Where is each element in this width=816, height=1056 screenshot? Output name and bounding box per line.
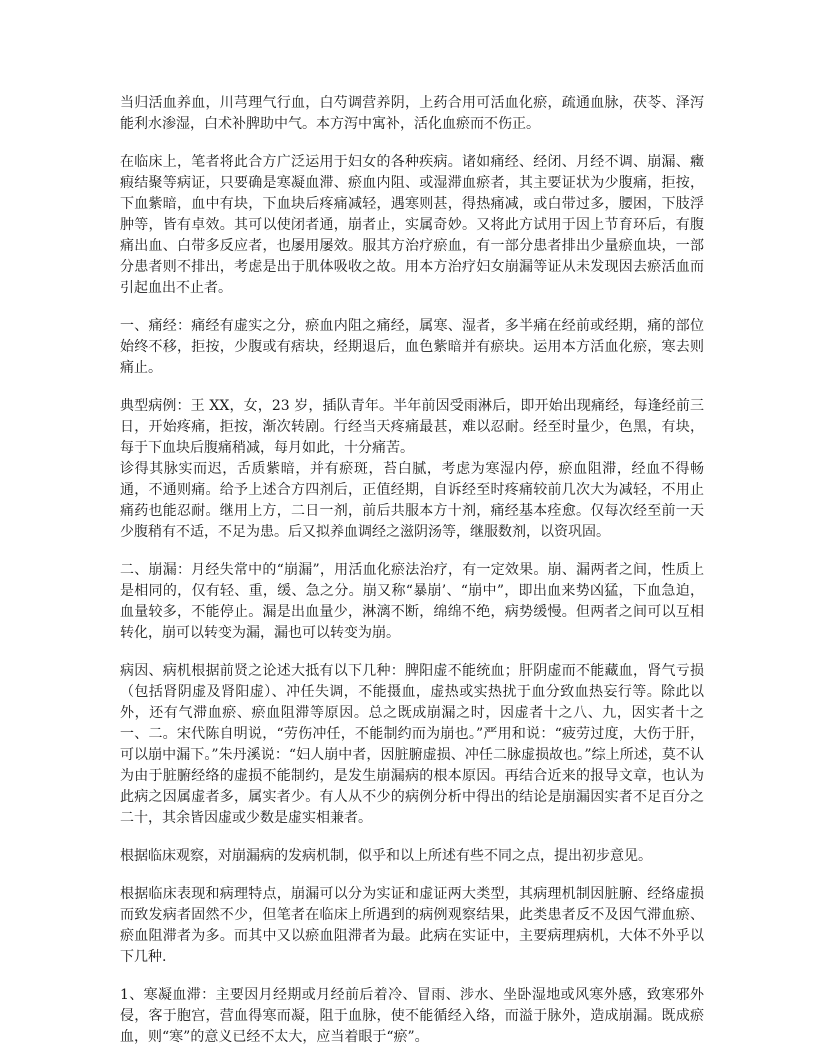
paragraph-dysmenorrhea-heading: 一、痛经：痛经有虚实之分，瘀血内阻之痛经，属寒、湿者，多半痛在经前或经期，痛的部位始终不移，拒按，少腹或有痞块，经期退后，血色紫暗并有瘀块。运用本方活血化瘀，寒去则痛止。 bbox=[120, 318, 704, 376]
paragraph-herb-functions: 当归活血养血，川芎理气行血，白芍调营养阴，上药合用可活血化瘀，疏通血脉，茯苓、泽泻能利水渗湿，白术补脾助中气。本方泻中寓补，活化血瘀而不伤正。 bbox=[120, 95, 704, 132]
paragraph-typical-case: 典型病例：王 XX，女，23 岁，插队青年。半年前因受雨淋后，即开始出现痛经，每逢经前三日，开始疼痛，拒按，渐次转剧。行经当天疼痛最甚，难以忍耐。经至时量少，色黑，有块，每于下血块后腹痛稍减，每月如此，十分痛苦。 bbox=[120, 398, 704, 456]
paragraph-pathology: 根据临床表现和病理特点，崩漏可以分为实证和虚证两大类型，其病理机制因脏腑、经络虚损而致发病者固然不少，但笔者在临床上所遇到的病例观察结果，此类患者反不及因气滞血瘀、瘀血阻滞者为多。而其中又以瘀血阻滞者为最。此病在实证中，主要病理病机，大体不外乎以下几种. bbox=[120, 886, 704, 965]
paragraph-cold-stagnation: 1、寒凝血滞：主要因月经期或月经前后着冷、冒雨、涉水、坐卧湿地或风寒外感，致寒邪外侵，客于胞宫，营血得寒而凝，阻于血脉，使不能循经入络，而溢于脉外，造成崩漏。既成瘀血，则“寒”的意义已经不太大，应当着眼于“瘀”。 bbox=[120, 987, 704, 1045]
paragraph-etiology: 病因、病机根据前贤之论述大抵有以下几种：脾阳虚不能统血；肝阴虚而不能藏血，肾气亏损（包括肾阴虚及肾阳虚）、冲任失调，不能摄血，虚热或实热扰于血分致血热妄行等。除此以外，还有气滞血瘀、瘀血阻滞等原因。总之既成崩漏之时，因虚者十之八、九，因实者十之一、二。宋代陈自明说，“劳伤冲任，不能制约而为崩也。”严用和说：“疲劳过度，大伤于肝，可以崩中漏下。”朱丹溪说：“妇人崩中者，因脏腑虚损、冲任二脉虚损故也。”综上所述，莫不认为由于脏腑经络的虚损不能制约，是发生崩漏病的根本原因。再结合近来的报导文章，也认为此病之因属虚者多，属实者少。有人从不少的病例分析中得出的结论是崩漏因实者不足百分之二十，其余皆因虚或少数是虚实相兼者。 bbox=[120, 663, 704, 826]
paragraph-case-diagnosis: 诊得其脉实而迟，舌质紫暗，并有瘀斑，苔白腻，考虑为寒湿内停，瘀血阻滞，经血不得畅通，不通则痛。给予上述合方四剂后，正值经期，自诉经至时疼痛较前几次大为减轻，不用止痛药也能忍耐。继用上方，二日一剂，前后共服本方十剂，痛经基本痊愈。仅每次经至前一天少腹稍有不适，不足为患。后又拟养血调经之滋阴汤等，继服数剂，以资巩固。 bbox=[120, 461, 704, 540]
paragraph-metrorrhagia-heading: 二、崩漏：月经失常中的“崩漏”，用活血化瘀法治疗，有一定效果。崩、漏两者之间，性质上是相同的，仅有轻、重，缓、急之分。崩又称“暴崩’、“崩中”，即出血来势凶猛，下血急迫，血量较多，不能停止。漏是出血量少，淋漓不断，绵绵不绝，病势缓慢。但两者之间可以互相转化，崩可以转变为漏，漏也可以转变为崩。 bbox=[120, 562, 704, 641]
paragraph-clinical-application: 在临床上，笔者将此合方广泛运用于妇女的各种疾病。诸如痛经、经闭、月经不调、崩漏、癥瘕结聚等病证，只要确是寒凝血滞、瘀血内阻、或湿滞血瘀者，其主要证状为少腹痛，拒按，下血紫暗，血中有块，下血块后疼痛减轻，遇寒则甚，得热痛减，或白带过多，腰困，下肢浮肿等，皆有卓效。其可以使闭者通，崩者止，实属奇妙。又将此方试用于因上节育环后，有腹痛出血、白带多反应者，也屡用屡效。服其方治疗瘀血，有一部分患者排出少量瘀血块，一部分患者则不排出，考虑是出于肌体吸收之故。用本方治疗妇女崩漏等证从未发现因去瘀活血而引起血出不止者。 bbox=[120, 154, 704, 296]
paragraph-clinical-observation: 根据临床观察，对崩漏病的发病机制，似乎和以上所述有些不同之点，提出初步意见。 bbox=[120, 848, 652, 864]
